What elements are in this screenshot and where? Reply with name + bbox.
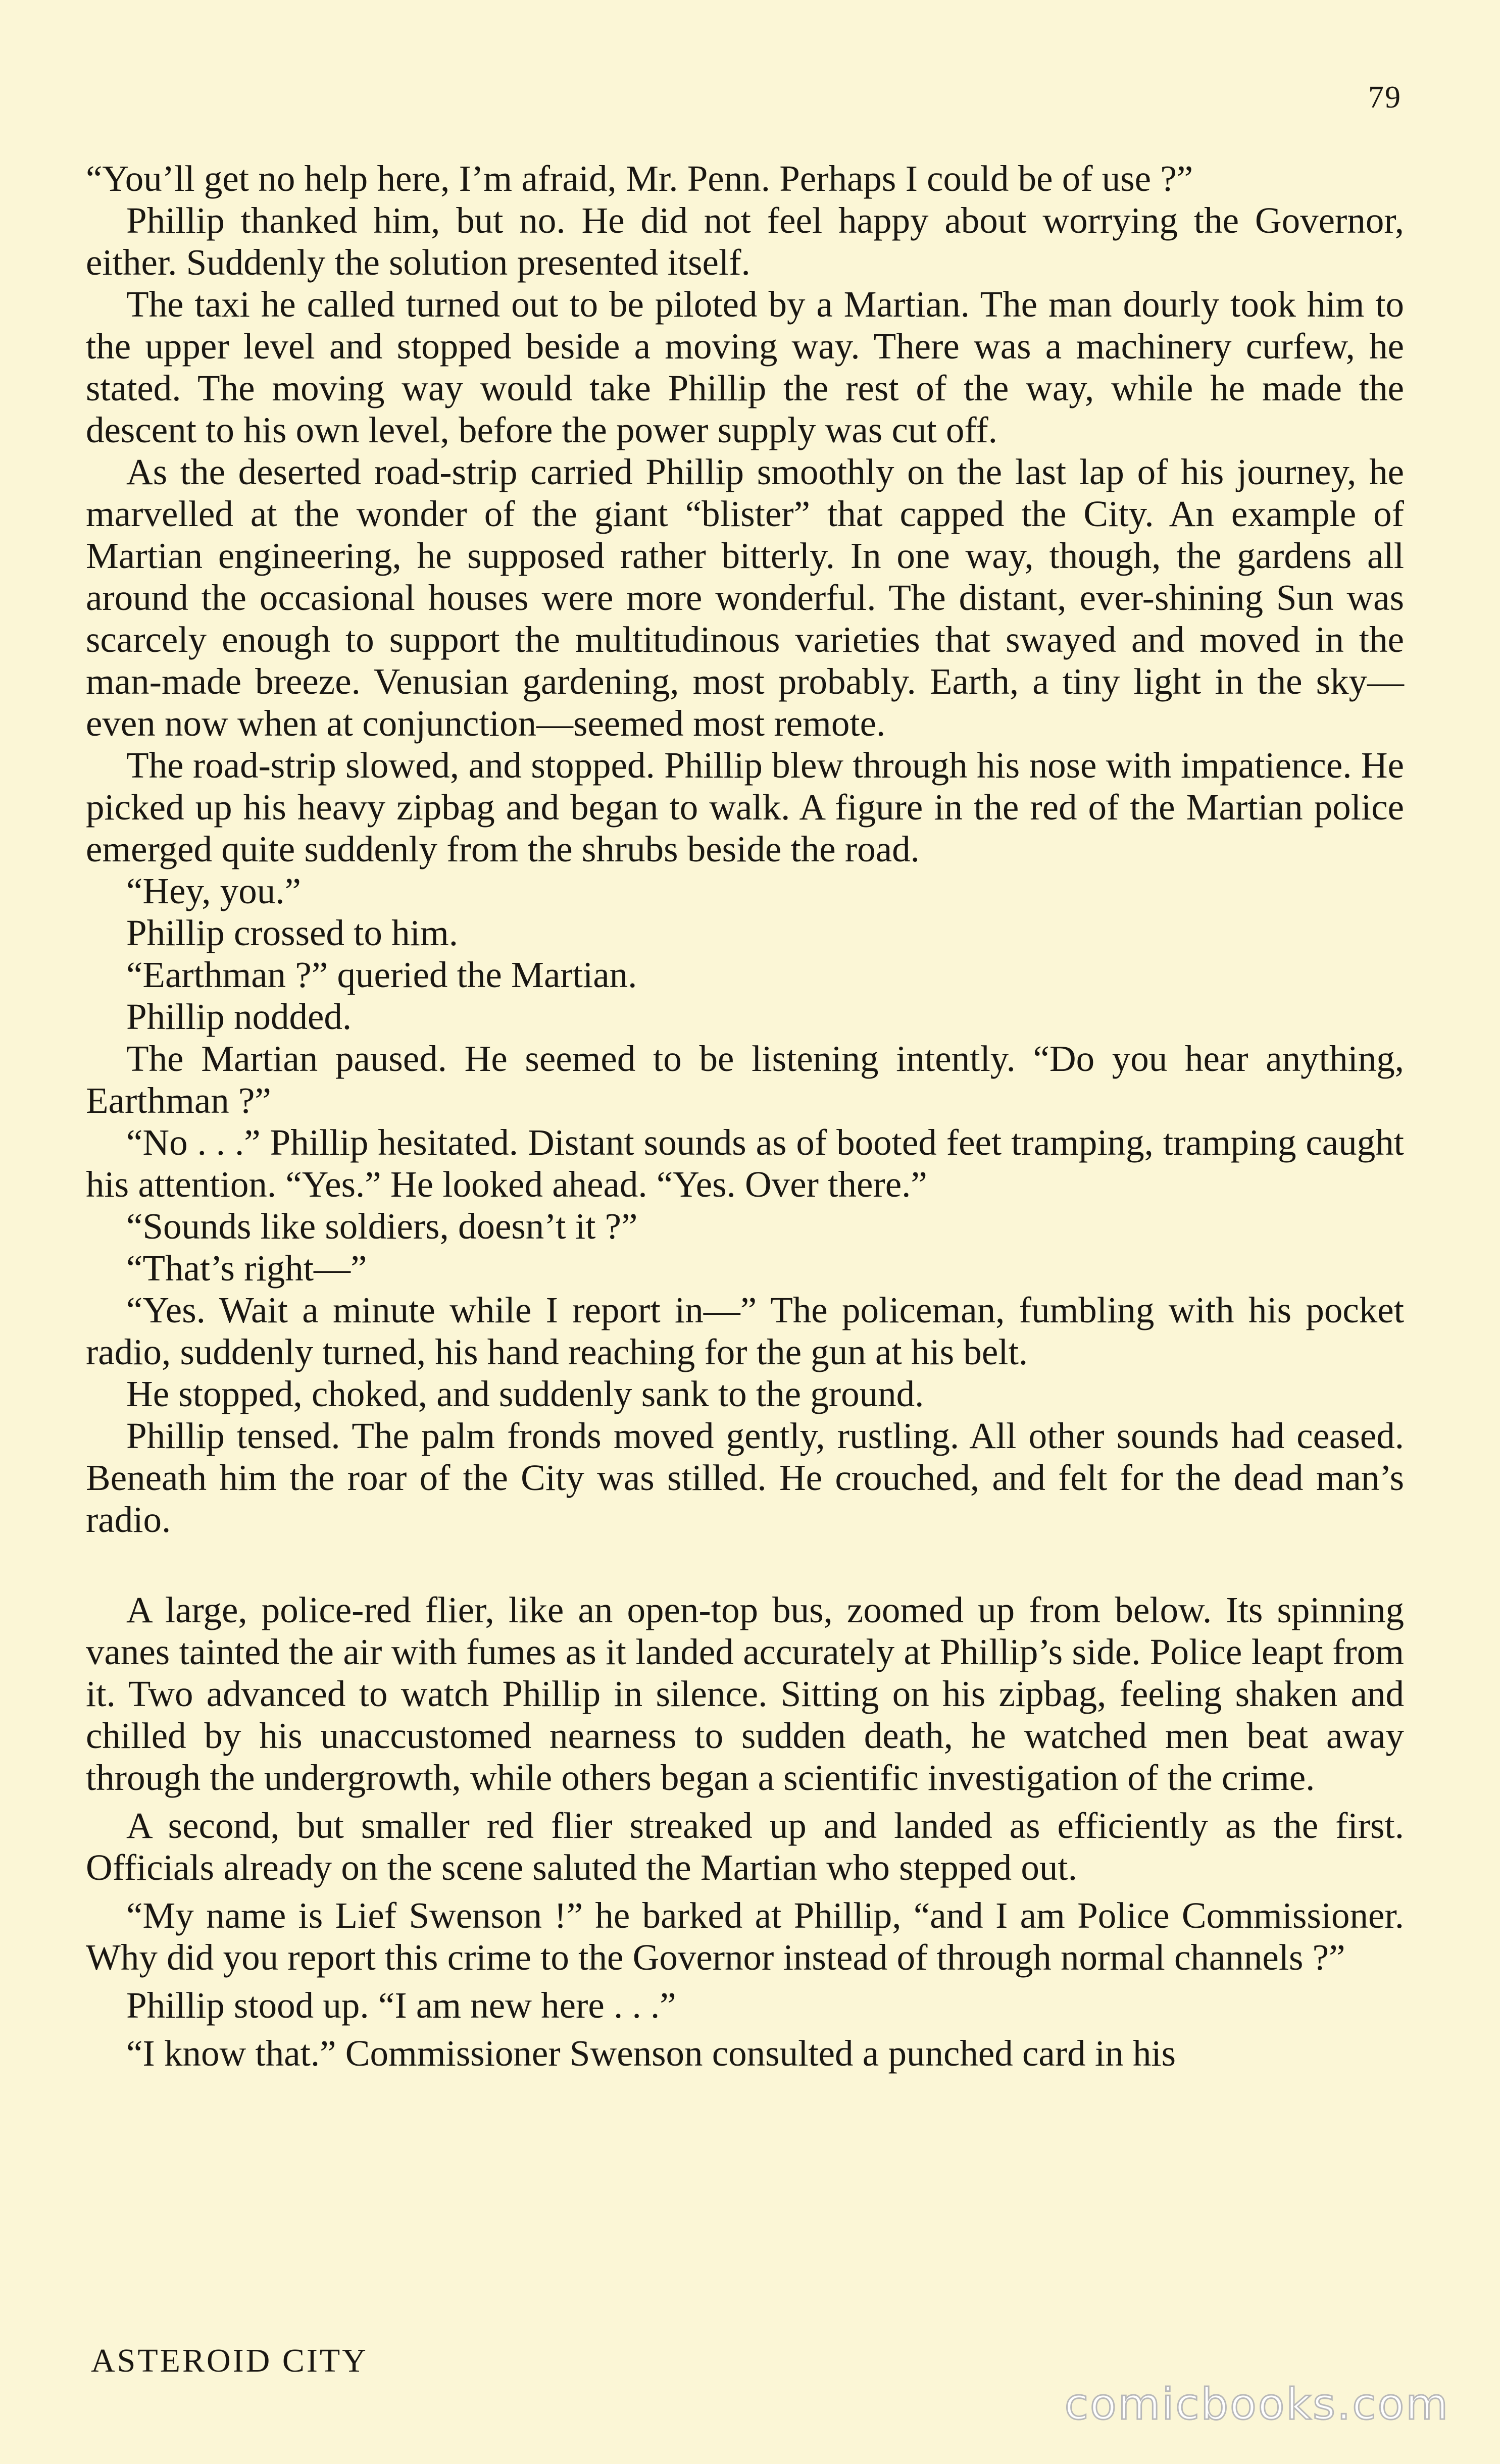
paragraph: Phillip tensed. The palm fronds moved gently, rustling. All other sounds had ceased. Beneath him the roar of the City was stilled. He crouched, and felt for the dead man’s radio. (86, 1415, 1404, 1540)
paragraph: A second, but smaller red flier streaked up and landed as efficiently as the first. Officials already on the scene saluted the Martian who stepped out. (86, 1805, 1404, 1888)
paragraph: “Hey, you.” (126, 870, 301, 911)
paragraph: A large, police-red flier, like an open-top bus, zoomed up from below. Its spinning vanes tainted the air with fumes as it landed accurately at Phillip’s side. Police leapt from it. Two advanced to watch Phillip in silence. Sitting on his zipbag, feeling shaken and chilled by his unaccustomed nearness to sudden death, he watched men beat away through the undergrowth, while others began a scientific investigation of the crime. (86, 1589, 1404, 1798)
page-number: 79 (1368, 80, 1402, 115)
paragraph: “Sounds like soldiers, doesn’t it ?” (126, 1206, 638, 1247)
paragraph: “Earthman ?” queried the Martian. (126, 954, 637, 995)
paragraph: As the deserted road-strip carried Phillip smoothly on the last lap of his journey, he marvelled at the wonder of the giant “blister” that capped the City. An example of Martian engineering, he supposed rather bitterly. In one way, though, the gardens all around the occasional houses were more wonderful. The distant, ever-shining Sun was scarcely enough to support the multitudinous varieties that swayed and moved in the man-made breeze. Venusian gardening, most probably. Earth, a tiny light in the sky—even now when at conjunction—seemed most remote. (86, 451, 1404, 744)
paragraph: The Martian paused. He seemed to be listening intently. “Do you hear anything, Earthman ?” (86, 1038, 1404, 1121)
paragraph: The road-strip slowed, and stopped. Phillip blew through his nose with impatience. He picked up his heavy zipbag and began to walk. A figure in the red of the Martian police emerged quite suddenly from the shrubs beside the road. (86, 745, 1404, 869)
paragraph: Phillip stood up. “I am new here . . .” (126, 1985, 676, 2026)
paragraph: “My name is Lief Swenson !” he barked at Phillip, “and I am Police Commissioner. Why did you report this crime to the Governor instead of through normal channels ?” (86, 1895, 1404, 1978)
paragraph: “No . . .” Phillip hesitated. Distant sounds as of booted feet tramping, tramping caught his attention. “Yes.” He looked ahead. “Yes. Over there.” (86, 1122, 1404, 1205)
paragraph: “I know that.” Commissioner Swenson consulted a punched card in his (126, 2033, 1176, 2074)
watermark: comicbooks.com (1064, 2379, 1449, 2430)
paragraph: “You’ll get no help here, I’m afraid, Mr. Penn. Perhaps I could be of use ?” (86, 158, 1193, 199)
paragraph: Phillip thanked him, but no. He did not feel happy about worrying the Governor, either. Suddenly the solution presented itself. (86, 200, 1404, 283)
paragraph: “Yes. Wait a minute while I report in—” The policeman, fumbling with his pocket radio, suddenly turned, his hand reaching for the gun at his belt. (86, 1290, 1404, 1372)
running-footer: ASTEROID CITY (91, 2342, 368, 2379)
story-text (86, 158, 1404, 2074)
paragraph: “That’s right—” (126, 1248, 367, 1289)
paragraph: Phillip nodded. (126, 996, 352, 1037)
paragraph: Phillip crossed to him. (126, 912, 458, 953)
paragraph: The taxi he called turned out to be piloted by a Martian. The man dourly took him to the upper level and stopped beside a moving way. There was a machinery curfew, he stated. The moving way would take Phillip the rest of the way, while he made the descent to his own level, before the power supply was cut off. (86, 284, 1404, 450)
paragraph: He stopped, choked, and suddenly sank to the ground. (126, 1373, 924, 1414)
